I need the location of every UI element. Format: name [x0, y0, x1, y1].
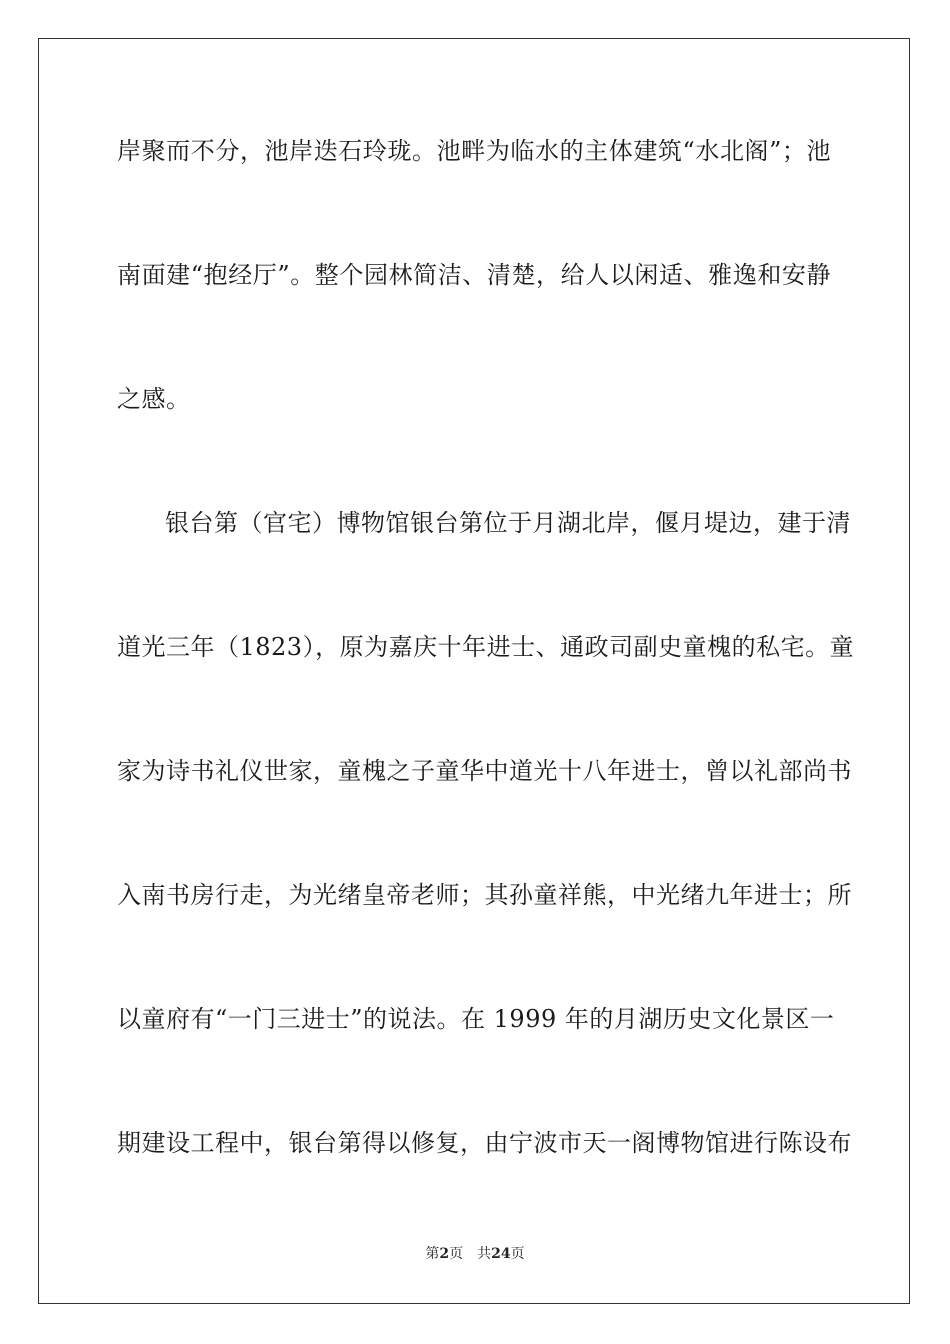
text-line: 南面建“抱经厅”。整个园林简洁、清楚，给人以闲适、雅逸和安静 [117, 261, 831, 289]
text-line: 之感。 [117, 385, 191, 413]
paragraph-first-line: 银台第（官宅）博物馆银台第位于月湖北岸，偃月堤边，建于清 [165, 509, 851, 537]
page-footer [0, 1245, 950, 1263]
text-line: 家为诗书礼仪世家，童槐之子童华中道光十八年进士，曾以礼部尚书 [117, 757, 852, 785]
text-line: 岸聚而不分，池岸迭石玲珑。池畔为临水的主体建筑“水北阁”；池 [117, 137, 831, 165]
page-prefix: 第 [425, 1246, 440, 1262]
text-line: 期建设工程中，银台第得以修复，由宁波市天一阁博物馆进行陈设布 [117, 1129, 852, 1157]
text-line: 道光三年（1823），原为嘉庆十年进士、通政司副史童槐的私宅。童 [117, 633, 855, 661]
page-number: 2 [439, 1246, 450, 1262]
total-prefix: 共 [477, 1246, 492, 1262]
total-pages: 24 [491, 1246, 511, 1262]
page-suffix: 页 [449, 1246, 464, 1262]
text-line: 以童府有“一门三进士”的说法。在 1999 年的月湖历史文化景区一 [117, 1005, 835, 1033]
total-suffix: 页 [510, 1246, 525, 1262]
text-line: 入南书房行走，为光绪皇帝老师；其孙童祥熊，中光绪九年进士；所 [117, 881, 852, 909]
page-border [38, 38, 910, 1304]
